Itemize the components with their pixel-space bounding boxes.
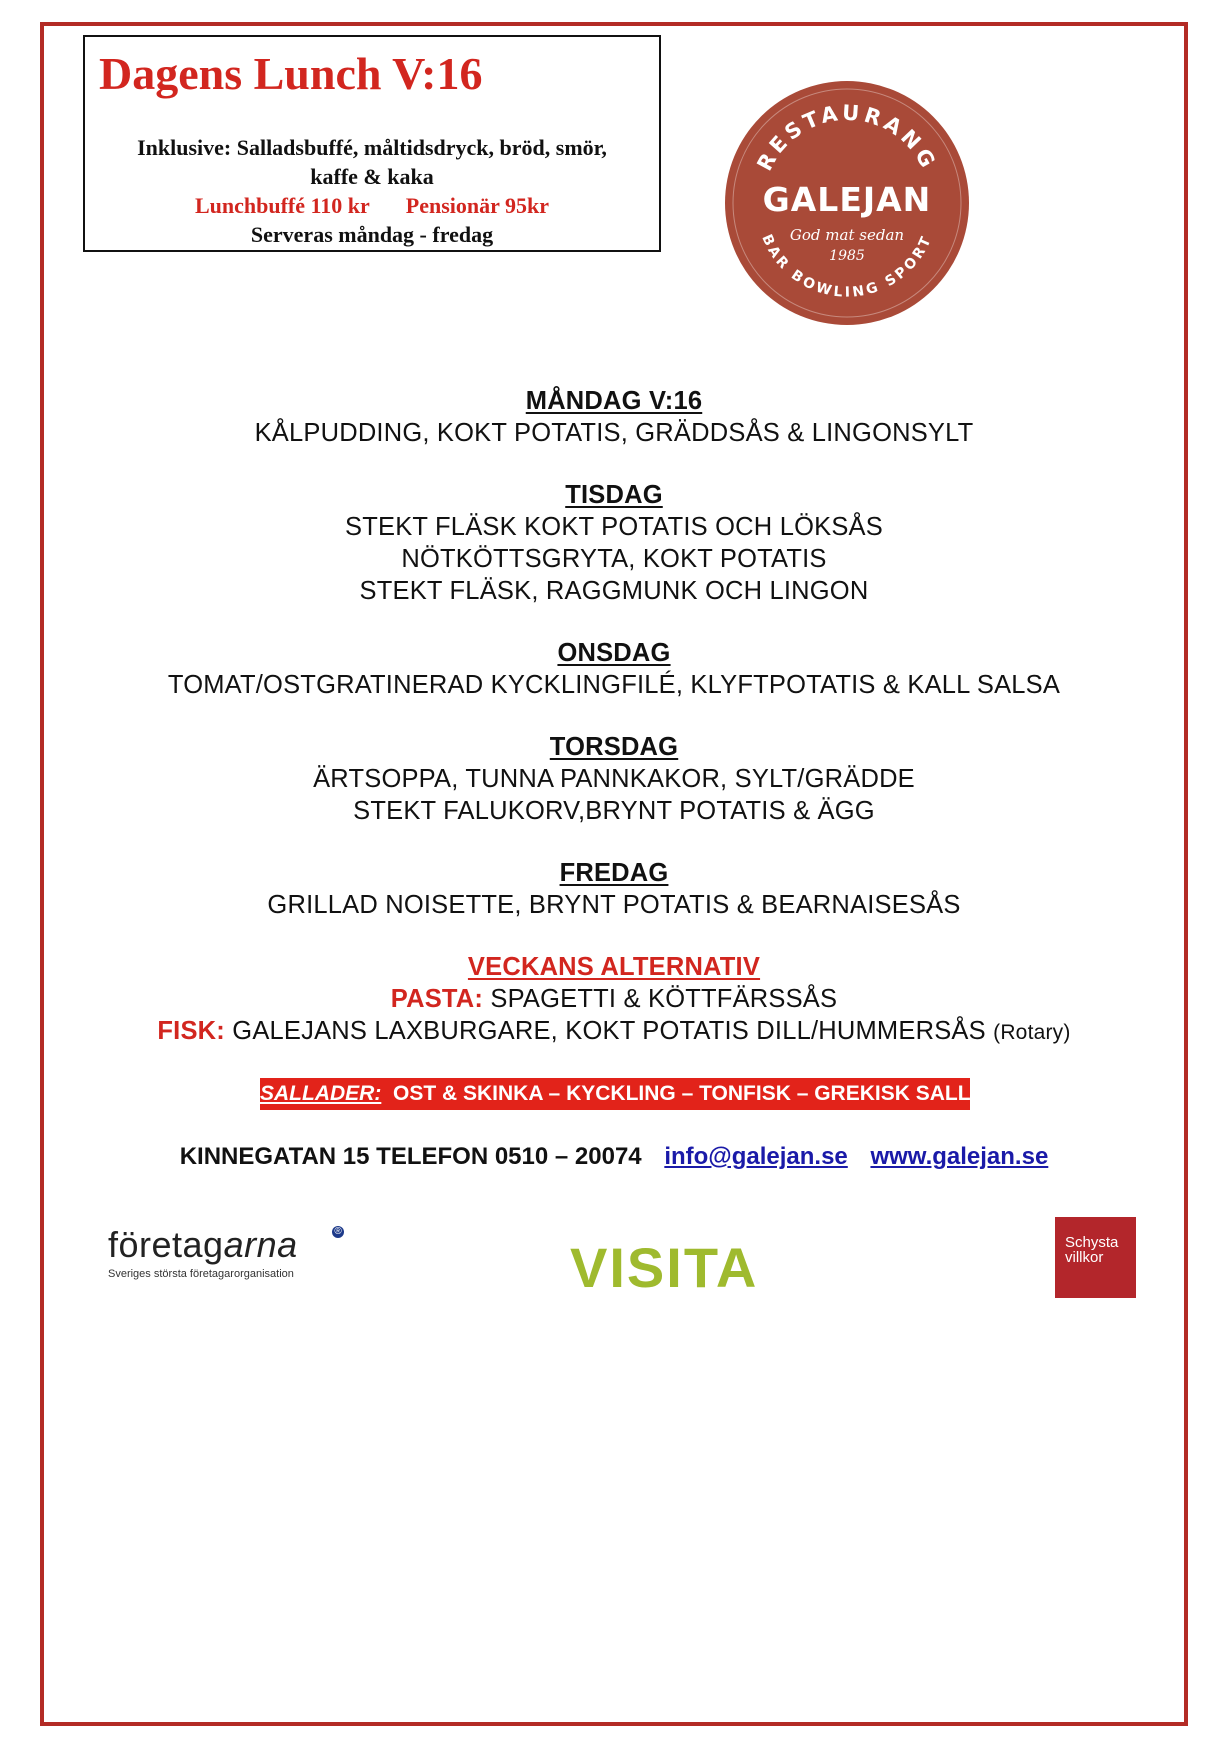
day-wednesday xyxy=(40,637,1188,701)
dish: KÅLPUDDING, KOKT POTATIS, GRÄDDSÅS & LINGONSYLT xyxy=(254,419,974,447)
dish: STEKT FALUKORV,BRYNT POTATIS & ÄGG xyxy=(353,797,875,825)
fish-line xyxy=(40,1015,1188,1049)
price-line xyxy=(85,191,659,220)
contact-line xyxy=(40,1143,1188,1171)
day-heading: MÅNDAG V:16 xyxy=(525,387,703,415)
website-link[interactable]: www.galejan.se xyxy=(870,1143,1049,1170)
registered-icon: ® xyxy=(332,1226,344,1238)
dish: STEKT FLÄSK, RAGGMUNK OCH LINGON xyxy=(359,577,869,605)
foretagarna-text-b: arna xyxy=(223,1224,298,1265)
dish: ÄRTSOPPA, TUNNA PANNKAKOR, SYLT/GRÄDDE xyxy=(313,765,915,793)
day-friday xyxy=(40,857,1188,921)
served-days: Serveras måndag - fredag xyxy=(250,222,494,247)
lunch-details xyxy=(85,133,659,249)
pasta-dish: SPAGETTI & KÖTTFÄRSSÅS xyxy=(490,985,838,1013)
day-heading: TORSDAG xyxy=(549,733,679,761)
salads-banner xyxy=(260,1078,1001,1110)
dish: NÖTKÖTTSGRYTA, KOKT POTATIS xyxy=(401,545,827,573)
foretagarna-subtitle: Sveriges största företagarorganisation xyxy=(108,1268,294,1280)
day-monday xyxy=(40,385,1188,449)
lunch-info-box xyxy=(83,35,661,252)
logo-bottom-text: BAR BOWLING SPORT xyxy=(758,232,936,301)
foretagarna-text-a: företag xyxy=(108,1224,224,1265)
visita-logo: VISITA xyxy=(570,1236,759,1299)
alternatives-heading: VECKANS ALTERNATIV xyxy=(467,953,761,981)
weekly-menu xyxy=(40,385,1188,1079)
day-heading: ONSDAG xyxy=(557,639,671,667)
includes-line-2: kaffe & kaka xyxy=(310,164,434,189)
price-buffet: Lunchbuffé 110 kr xyxy=(194,193,370,218)
foretagarna-logo xyxy=(108,1224,368,1286)
day-tuesday xyxy=(40,479,1188,607)
logo-top-text: RESTAURANG xyxy=(752,100,942,175)
lunch-title: Dagens Lunch V:16 xyxy=(99,48,483,99)
salads-label: SALLADER: xyxy=(260,1082,382,1105)
day-heading: FREDAG xyxy=(559,859,669,887)
fish-note: (Rotary) xyxy=(993,1021,1071,1044)
galejan-logo xyxy=(724,80,970,326)
logo-name: GALEJAN xyxy=(762,180,932,219)
day-thursday xyxy=(40,731,1188,827)
schysta-line-1: Schysta xyxy=(1065,1234,1119,1251)
dish: STEKT FLÄSK KOKT POTATIS OCH LÖKSÅS xyxy=(345,513,883,541)
day-heading: TISDAG xyxy=(565,481,663,509)
dish: GRILLAD NOISETTE, BRYNT POTATIS & BEARNAISESÅS xyxy=(267,891,961,919)
fish-label: FISK: xyxy=(157,1017,225,1045)
pasta-label: PASTA: xyxy=(390,985,484,1013)
weekly-alternatives xyxy=(40,951,1188,1049)
email-link[interactable]: info@galejan.se xyxy=(664,1143,848,1170)
pasta-line xyxy=(40,983,1188,1015)
logo-year: 1985 xyxy=(829,248,865,264)
price-senior: Pensionär 95kr xyxy=(405,193,550,218)
schysta-line-2: villkor xyxy=(1065,1249,1104,1266)
logo-tagline: God mat sedan xyxy=(789,226,905,244)
fish-dish: GALEJANS LAXBURGARE, KOKT POTATIS DILL/HUMMERSÅS xyxy=(232,1017,986,1045)
includes-line-1: Inklusive: Salladsbuffé, måltidsdryck, bröd, smör, xyxy=(137,135,607,160)
salads-items: OST & SKINKA – KYCKLING – TONFISK – GREKISK SALLAD xyxy=(393,1082,1001,1105)
schysta-villkor-logo xyxy=(1055,1217,1136,1298)
dish: TOMAT/OSTGRATINERAD KYCKLINGFILÉ, KLYFTPOTATIS & KALL SALSA xyxy=(167,671,1061,699)
address-phone: KINNEGATAN 15 TELEFON 0510 – 20074 xyxy=(179,1143,642,1170)
